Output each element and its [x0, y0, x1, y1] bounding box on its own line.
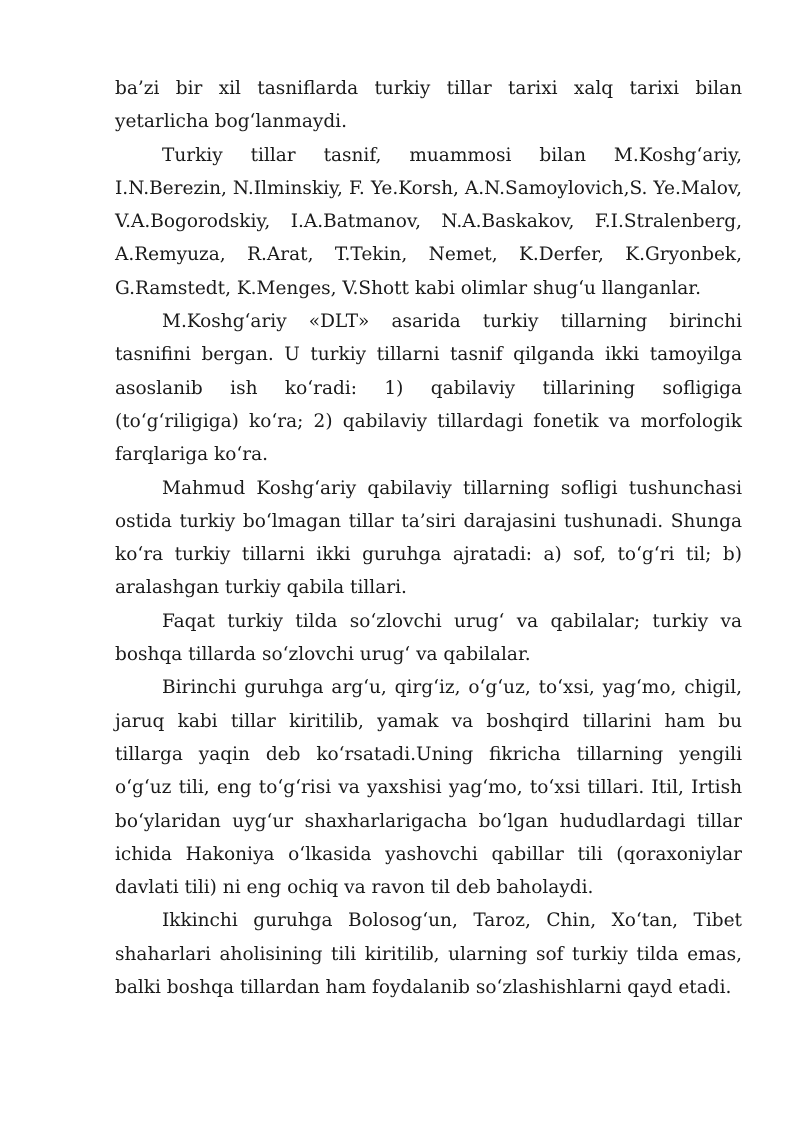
paragraph-koshgariy-dlt: M.Koshg‘ariy «DLT» asarida turkiy tillarning birinchi tasnifini bergan. U turkiy tillarni tasnif qilganda ikki tamoyilga asoslanib ish ko‘radi: 1) qabilaviy tillarining sofligiga (to‘g‘riligiga) ko‘ra; 2) qabilaviy tillardagi fonetik va morfologik farqlariga ko‘ra. — [115, 311, 742, 466]
paragraph-first-group: Birinchi guruhga arg‘u, qirg‘iz, o‘g‘uz, to‘xsi, yag‘mo, chigil, jaruq kabi tillar kiritilib, yamak va boshqird tillarini ham bu tillarga yaqin deb ko‘rsatadi.Uning fikricha tillarning yengili o‘g‘uz tili, eng to‘g‘risi va yaxshisi yag‘mo, to‘xsi tillari. Itil, Irtish bo‘ylaridan uyg‘ur shaxharlarigacha bo‘lgan hududlardagi tillar ichida Hakoniya o‘lkasida yashovchi qabillar tili (qoraxoniylar davlati tili) ni eng ochiq va ravon til deb baholaydi. — [115, 677, 742, 899]
paragraph-turkic-classification-scholars: Turkiy tillar tasnif, muammosi bilan M.Koshg‘ariy, I.N.Berezin, N.Ilminskiy, F. Ye.Korsh, A.N.Samoylovich,S. Ye.Malov, V.A.Bogorodskiy, I.A.Batmanov, N.A.Baskakov, F.I.Stralenberg, A.Remyuza, R.Arat, T.Tekin, Nemet, K.Derfer, K.Gryonbek, G.Ramstedt, K.Menges, V.Shott kabi olimlar shug‘u llanganlar. — [115, 144, 742, 299]
document-page — [115, 72, 742, 1004]
paragraph-language-purity: Mahmud Koshg‘ariy qabilaviy tillarning sofligi tushunchasi ostida turkiy bo‘lmagan tillar ta’siri darajasini tushunadi. Shunga ko‘ra turkiy tillarni ikki guruhga ajratadi: a) sof, to‘g‘ri til; b) aralashgan turkiy qabila tillari. — [115, 477, 742, 599]
paragraph-second-group: Ikkinchi guruhga Bolosog‘un, Taroz, Chin, Xo‘tan, Tibet shaharlari aholisining tili kiritilib, ularning sof turkiy tilda emas, balki boshqa tillardan ham foydalanib so‘zlashishlarni qayd etadi. — [115, 910, 742, 999]
paragraph-two-groups: Faqat turkiy tilda so‘zlovchi urug‘ va qabilalar; turkiy va boshqa tillarda so‘zlovchi urug‘ va qabilalar. — [115, 610, 742, 666]
paragraph-continuation: ba’zi bir xil tasniflarda turkiy tillar tarixi xalq tarixi bilan yetarlicha bog‘lanmaydi. — [115, 78, 742, 133]
